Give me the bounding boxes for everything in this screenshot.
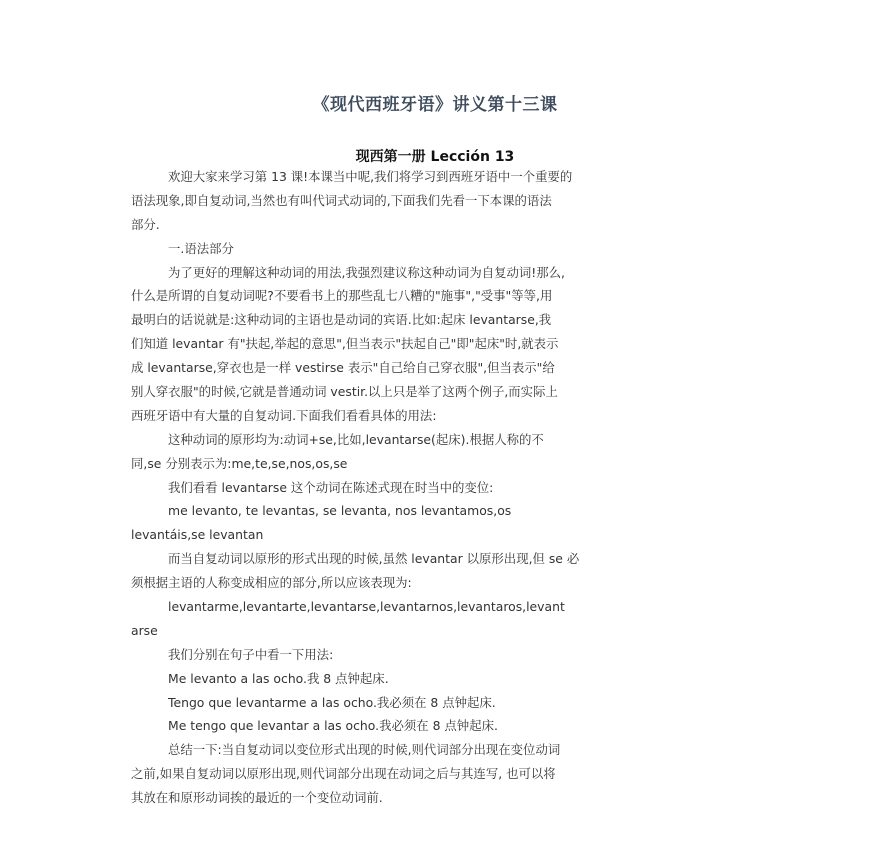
text-line: 语法现象,即自复动词,当然也有叫代词式动词的,下面我们先看一下本课的语法 <box>131 192 552 208</box>
text-line: 们知道 levantar 有"扶起,举起的意思",但当表示"扶起自己"即"起床"时,就表示 <box>131 336 559 352</box>
subtitle-volume: 现西第一册 <box>355 149 426 165</box>
text-line: 而当自复动词以原形的形式出现的时候,虽然 levantar 以原形出现,但 se 必 <box>168 551 580 567</box>
example-sentence: Me tengo que levantar a las ocho.我必须在 8 点钟起床. <box>168 718 498 734</box>
text-line: 我们分别在句子中看一下用法: <box>168 646 334 662</box>
text-line: 成 levantarse,穿衣也是一样 vestirse 表示"自己给自己穿衣服",但当表示"给 <box>131 360 555 376</box>
text-line: 西班牙语中有大量的自复动词.下面我们看看具体的用法: <box>131 407 437 423</box>
document-body <box>131 165 751 810</box>
text-line: 这种动词的原形均为:动词+se,比如,levantarse(起床).根据人称的不 <box>168 431 544 447</box>
example-sentence: Tengo que levantarme a las ocho.我必须在 8 点钟起床. <box>168 694 496 710</box>
conjugation-line: me levanto, te levantas, se levanta, nos levantamos,os <box>168 503 512 519</box>
subtitle-lesson: Lección 13 <box>430 149 515 165</box>
example-sentence: Me levanto a las ocho.我 8 点钟起床. <box>168 670 389 686</box>
conjugation-line: levantáis,se levantan <box>131 527 264 543</box>
text-line: 欢迎大家来学习第 13 课!本课当中呢,我们将学习到西班牙语中一个重要的 <box>168 169 573 184</box>
text-line: 别人穿衣服"的时候,它就是普通动词 vestir.以上只是举了这两个例子,而实际上 <box>131 384 558 400</box>
text-line: 总结一下:当自复动词以变位形式出现的时候,则代词部分出现在变位动词 <box>168 742 561 758</box>
section-heading: 一.语法部分 <box>168 240 234 256</box>
text-line: 为了更好的理解这种动词的用法,我强烈建议称这种动词为自复动词!那么, <box>168 264 565 280</box>
text-line: 其放在和原形动词挨的最近的一个变位动词前. <box>131 790 383 806</box>
text-line: 同,se 分别表示为:me,te,se,nos,os,se <box>131 455 348 471</box>
lesson-subtitle <box>0 146 870 166</box>
text-line: 最明白的话说就是:这种动词的主语也是动词的宾语.比如:起床 levantarse,我 <box>131 312 552 328</box>
text-line: 须根据主语的人称变成相应的部分,所以应该表现为: <box>131 575 412 591</box>
text-line: 我们看看 levantarse 这个动词在陈述式现在时当中的变位: <box>168 479 494 495</box>
infinitive-forms-line: arse <box>131 622 158 638</box>
text-line: 之前,如果自复动词以原形出现,则代词部分出现在动词之后与其连写, 也可以将 <box>131 766 556 782</box>
document-title: 《现代西班牙语》讲义第十三课 <box>312 95 558 115</box>
text-line: 部分. <box>131 216 160 232</box>
infinitive-forms-line: levantarme,levantarte,levantarse,levantarnos,levantaros,levant <box>168 599 565 615</box>
text-line: 什么是所谓的自复动词呢?不要看书上的那些乱七八糟的"施事","受事"等等,用 <box>131 288 553 304</box>
